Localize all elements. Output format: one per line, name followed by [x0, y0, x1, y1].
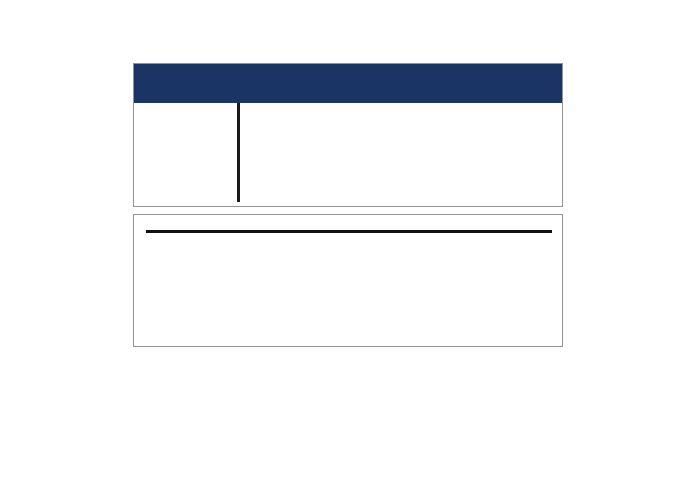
panel-previous-years: [133, 214, 563, 347]
horizontal-axis-line: [146, 230, 552, 233]
chart-title: [134, 64, 562, 103]
vertical-axis-line: [237, 103, 240, 202]
horizontal-bar-chart: [134, 103, 562, 206]
panel-january-comparison: [133, 63, 563, 207]
